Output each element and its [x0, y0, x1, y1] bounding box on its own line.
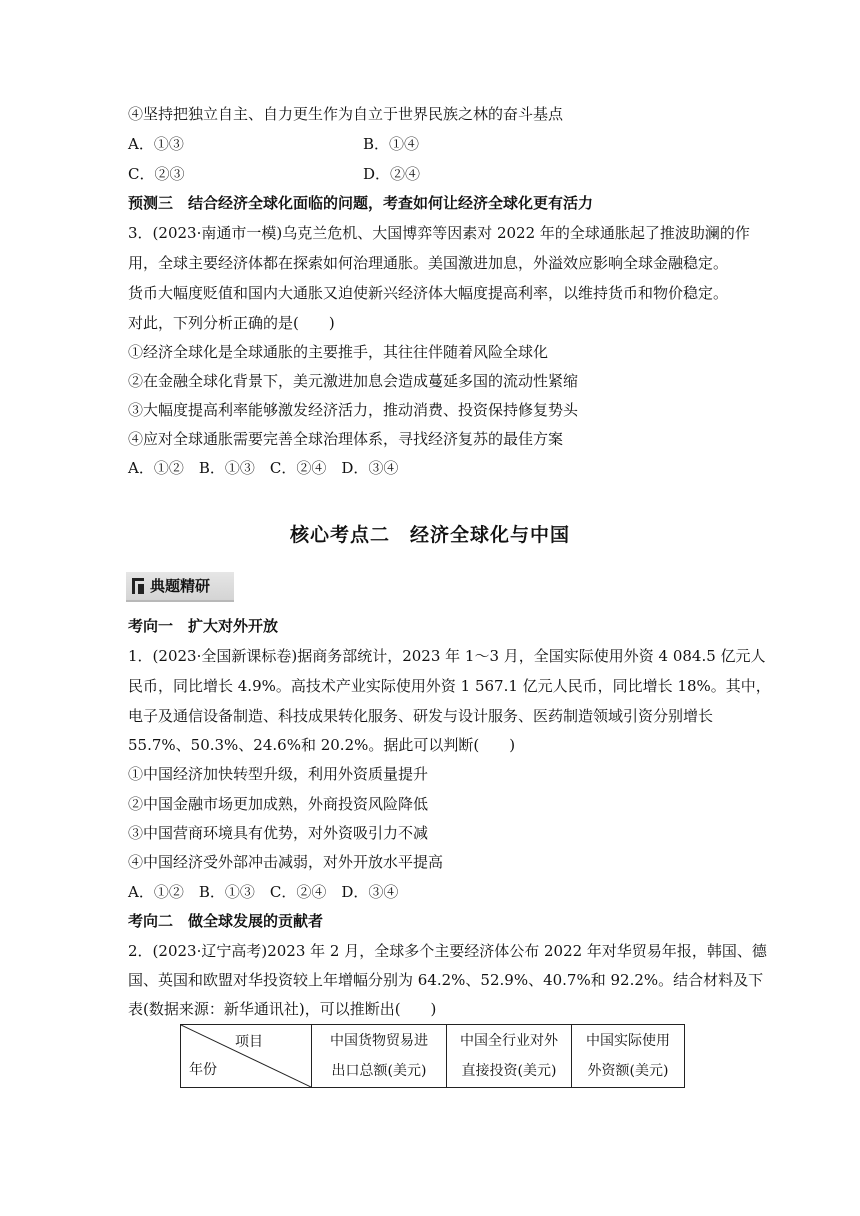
data-table — [180, 1024, 685, 1088]
d1-options: A．①② B．①③ C．②④ D．③④ — [128, 883, 399, 901]
d1-stem-line: 电子及通信设备制造、科技成果转化服务、研发与设计服务、医药制造领域引资分别增长 — [128, 707, 714, 725]
p3-item: ①经济全球化是全球通胀的主要推手，其往往伴随着风险全球化 — [128, 343, 549, 361]
direction-1-heading: 考向一 扩大对外开放 — [128, 617, 279, 635]
direction-2-heading: 考向二 做全球发展的贡献者 — [128, 912, 324, 930]
p3-stem-line: 货币大幅度贬值和国内大通胀又迫使新兴经济体大幅度提高利率，以维持货币和物价稳定。 — [128, 284, 729, 302]
d1-stem-line: 1．(2023·全国新课标卷)据商务部统计，2023 年 1～3 月，全国实际使用外资 4 084.5 亿元人 — [128, 647, 766, 665]
d1-stem-line: 55.7%、50.3%、24.6%和 20.2%。据此可以判断( ) — [128, 736, 516, 754]
corner-top-label: 项目 — [235, 1034, 263, 1050]
p3-stem-line: 3．(2023·南通市一模)乌克兰危机、大国博弈等因素对 2022 年的全球通胀起了推波助澜的作 — [128, 224, 750, 242]
table-corner-cell — [181, 1025, 312, 1088]
badge-corner-icon — [132, 578, 144, 594]
corner-bottom-label: 年份 — [189, 1062, 217, 1078]
d1-item: ②中国金融市场更加成熟，外商投资风险降低 — [128, 795, 429, 813]
q2-option-d: D．②④ — [363, 165, 421, 183]
table-header-cell: 中国货物贸易进 出口总额(美元) — [312, 1025, 447, 1088]
p3-stem-line: 对此，下列分析正确的是( ) — [128, 314, 335, 332]
q2-option-c: C．②③ — [128, 165, 185, 183]
d2-stem-line: 表(数据来源：新华通讯社)，可以推断出( ) — [128, 1000, 437, 1018]
d1-stem-line: 民币，同比增长 4.9%。高技术产业实际使用外资 1 567.1 亿元人民币，同比增长 18%。其中， — [128, 677, 771, 695]
badge-label: 典题精研 — [150, 577, 211, 595]
table-header-cell: 中国全行业对外 直接投资(美元) — [447, 1025, 572, 1088]
q2-option-b: B．①④ — [363, 135, 420, 153]
d2-stem-line: 国、英国和欧盟对华投资较上年增幅分别为 64.2%、52.9%、40.7%和 92.2%。结合材料及下 — [128, 971, 764, 989]
q2-option-a: A．①③ — [128, 135, 184, 153]
d1-item: ③中国营商环境具有优势，对外资吸引力不减 — [128, 824, 429, 842]
table-header-row — [181, 1025, 685, 1088]
d2-stem-line: 2．(2023·辽宁高考)2023 年 2 月，全球多个主要经济体公布 2022 年对华贸易年报，韩国、德 — [128, 942, 767, 960]
prediction-3-heading: 预测三 结合经济全球化面临的问题，考查如何让经济全球化更有活力 — [128, 194, 594, 212]
p3-item: ④应对全球通胀需要完善全球治理体系，寻找经济复苏的最佳方案 — [128, 430, 564, 448]
section-badge — [126, 572, 234, 602]
p3-stem-line: 用，全球主要经济体都在探索如何治理通胀。美国激进加息，外溢效应影响全球金融稳定。 — [128, 254, 729, 272]
d1-item: ①中国经济加快转型升级，利用外资质量提升 — [128, 765, 429, 783]
p3-options: A．①② B．①③ C．②④ D．③④ — [128, 459, 399, 477]
table-header-cell: 中国实际使用 外资额(美元) — [572, 1025, 685, 1088]
p3-item: ②在金融全球化背景下，美元激进加息会造成蔓延多国的流动性紧缩 — [128, 372, 579, 390]
q2-item-4: ④坚持把独立自主、自力更生作为自立于世界民族之林的奋斗基点 — [128, 105, 564, 123]
p3-item: ③大幅度提高利率能够激发经济活力，推动消费、投资保持修复势头 — [128, 401, 579, 419]
section-title: 核心考点二 经济全球化与中国 — [289, 524, 570, 546]
d1-item: ④中国经济受外部冲击减弱，对外开放水平提高 — [128, 853, 444, 871]
